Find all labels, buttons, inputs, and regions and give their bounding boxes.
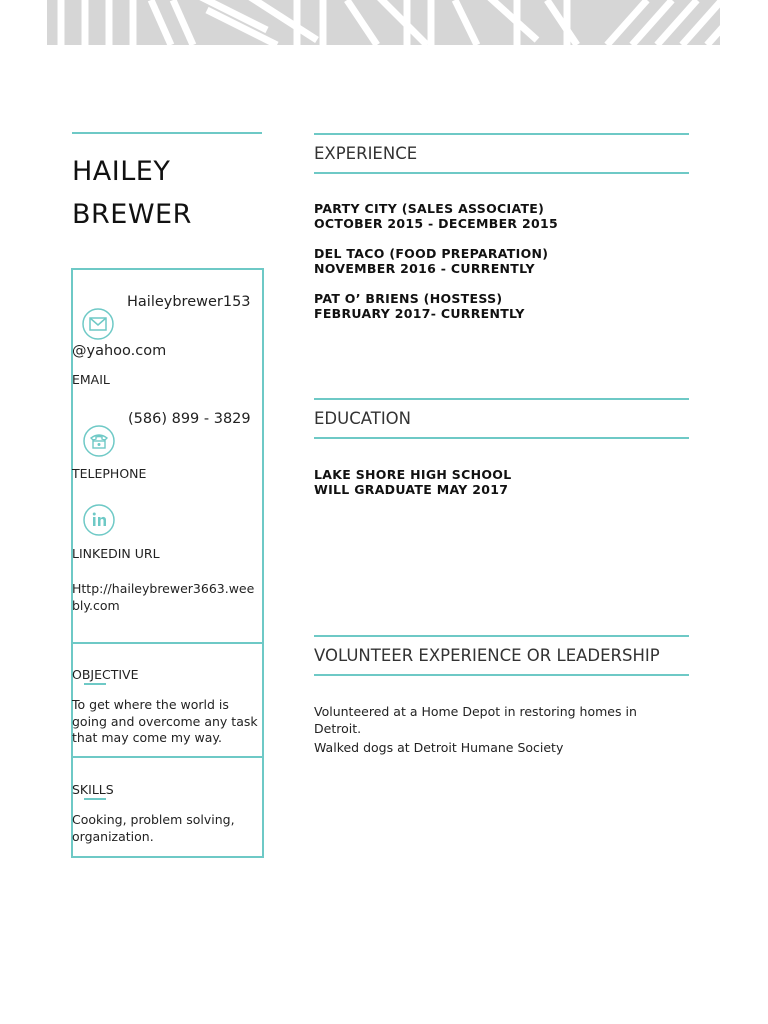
education-top-rule — [314, 398, 689, 400]
job-1-title: PARTY CITY (SALES ASSOCIATE) — [314, 201, 545, 216]
education-heading: EDUCATION — [314, 409, 412, 428]
volunteer-line-2: Detroit. — [314, 721, 362, 736]
email-line-1: Haileybrewer153 — [127, 294, 251, 310]
job-2-title: DEL TACO (FOOD PREPARATION) — [314, 246, 549, 261]
education-school: LAKE SHORE HIGH SCHOOL — [314, 467, 512, 482]
education-bottom-rule — [314, 437, 689, 439]
envelope-icon — [82, 308, 114, 340]
objective-line-1: To get where the world is — [72, 697, 229, 712]
volunteer-line-1: Volunteered at a Home Depot in restoring homes in — [314, 704, 637, 719]
experience-top-rule — [314, 133, 689, 135]
email-label: EMAIL — [72, 372, 110, 387]
objective-line-2: going and overcome any task — [72, 714, 258, 729]
job-1-dates: OCTOBER 2015 - DECEMBER 2015 — [314, 216, 558, 231]
decorative-stripe-banner — [47, 0, 720, 45]
skills-line-2: organization. — [72, 829, 154, 844]
volunteer-heading: VOLUNTEER EXPERIENCE OR LEADERSHIP — [314, 646, 660, 665]
linkedin-icon — [83, 504, 115, 536]
name-top-rule — [72, 132, 262, 134]
experience-heading: EXPERIENCE — [314, 144, 418, 163]
email-line-2: @yahoo.com — [72, 343, 167, 359]
objective-line-3: that may come my way. — [72, 730, 222, 745]
job-3-title: PAT O’ BRIENS (HOSTESS) — [314, 291, 503, 306]
objective-heading: OBJECTIVE — [72, 667, 139, 682]
last-name: BREWER — [72, 199, 192, 230]
volunteer-bottom-rule — [314, 674, 689, 676]
linkedin-url-line-1: Http://haileybrewer3663.wee — [72, 581, 255, 596]
objective-underline — [84, 683, 106, 685]
linkedin-label: LINKEDIN URL — [72, 546, 160, 561]
volunteer-line-3: Walked dogs at Detroit Humane Society — [314, 740, 564, 755]
skills-heading: SKILLS — [72, 782, 114, 797]
job-3-dates: FEBRUARY 2017- CURRENTLY — [314, 306, 525, 321]
telephone-icon — [83, 425, 115, 457]
skills-line-1: Cooking, problem solving, — [72, 812, 235, 827]
job-2-dates: NOVEMBER 2016 - CURRENTLY — [314, 261, 535, 276]
volunteer-top-rule — [314, 635, 689, 637]
phone-label: TELEPHONE — [72, 466, 147, 481]
linkedin-url-line-2: bly.com — [72, 598, 120, 613]
first-name: HAILEY — [72, 156, 171, 187]
education-graduation: WILL GRADUATE MAY 2017 — [314, 482, 509, 497]
experience-bottom-rule — [314, 172, 689, 174]
phone-number: (586) 899 - 3829 — [128, 411, 251, 427]
skills-underline — [84, 798, 106, 800]
